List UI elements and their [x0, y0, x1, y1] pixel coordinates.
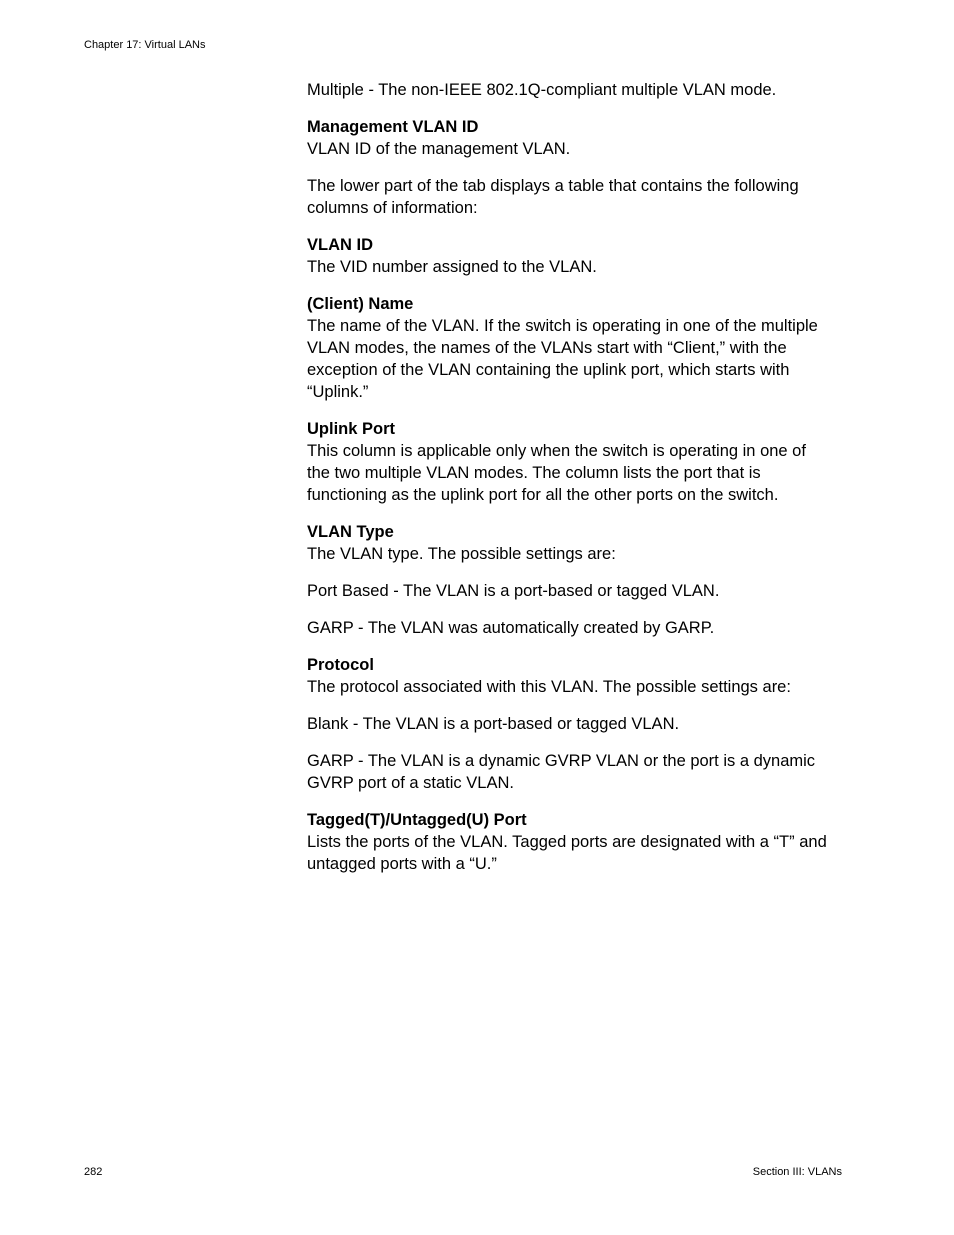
entry-term: Protocol [307, 656, 374, 674]
entry-client-name [307, 293, 827, 403]
table-intro: The lower part of the tab displays a table that contains the following columns of information: [307, 177, 799, 217]
protocol-setting-garp: GARP - The VLAN is a dynamic GVRP VLAN or the port is a dynamic GVRP port of a static VLAN. [307, 752, 816, 792]
protocol-setting-blank: Blank - The VLAN is a port-based or tagged VLAN. [307, 715, 680, 733]
entry-desc: The VID number assigned to the VLAN. [307, 258, 597, 276]
footer-section: Section III: VLANs [752, 1166, 842, 1178]
entry-vlan-id [307, 234, 827, 278]
vlan-type-setting-garp: GARP - The VLAN was automatically created by GARP. [307, 619, 715, 637]
entry-desc: Lists the ports of the VLAN. Tagged ports are designated with a “T” and untagged ports with a “U.” [307, 833, 827, 873]
entry-desc: This column is applicable only when the switch is operating in one of the two multiple VLAN modes. The column lists the port that is functioning as the uplink port for all the other ports on the switch. [307, 442, 806, 504]
entry-vlan-type [307, 521, 827, 565]
entry-term: (Client) Name [307, 295, 414, 313]
entry-desc: The VLAN type. The possible settings are: [307, 545, 616, 563]
entry-desc: The protocol associated with this VLAN. The possible settings are: [307, 678, 791, 696]
entry-uplink-port [307, 418, 827, 506]
entry-term: Tagged(T)/Untagged(U) Port [307, 811, 527, 829]
vlan-type-setting-port-based: Port Based - The VLAN is a port-based or tagged VLAN. [307, 582, 720, 600]
entry-term: Management VLAN ID [307, 118, 479, 136]
entry-term: VLAN Type [307, 523, 394, 541]
page-number: 282 [84, 1166, 103, 1178]
entry-tagged-untagged-port [307, 809, 827, 875]
intro-line: Multiple - The non-IEEE 802.1Q-compliant multiple VLAN mode. [307, 81, 777, 99]
entry-management-vlan-id [307, 116, 827, 160]
entry-desc: VLAN ID of the management VLAN. [307, 140, 571, 158]
entry-term: Uplink Port [307, 420, 396, 438]
entry-term: VLAN ID [307, 236, 373, 254]
running-head: Chapter 17: Virtual LANs [84, 39, 206, 51]
entry-protocol [307, 654, 827, 698]
entry-desc: The name of the VLAN. If the switch is operating in one of the multiple VLAN modes, the names of the VLANs start with “Client,” with the exception of the VLAN containing the uplink port, which starts with “Uplink.” [307, 317, 818, 401]
page-body [307, 79, 827, 890]
